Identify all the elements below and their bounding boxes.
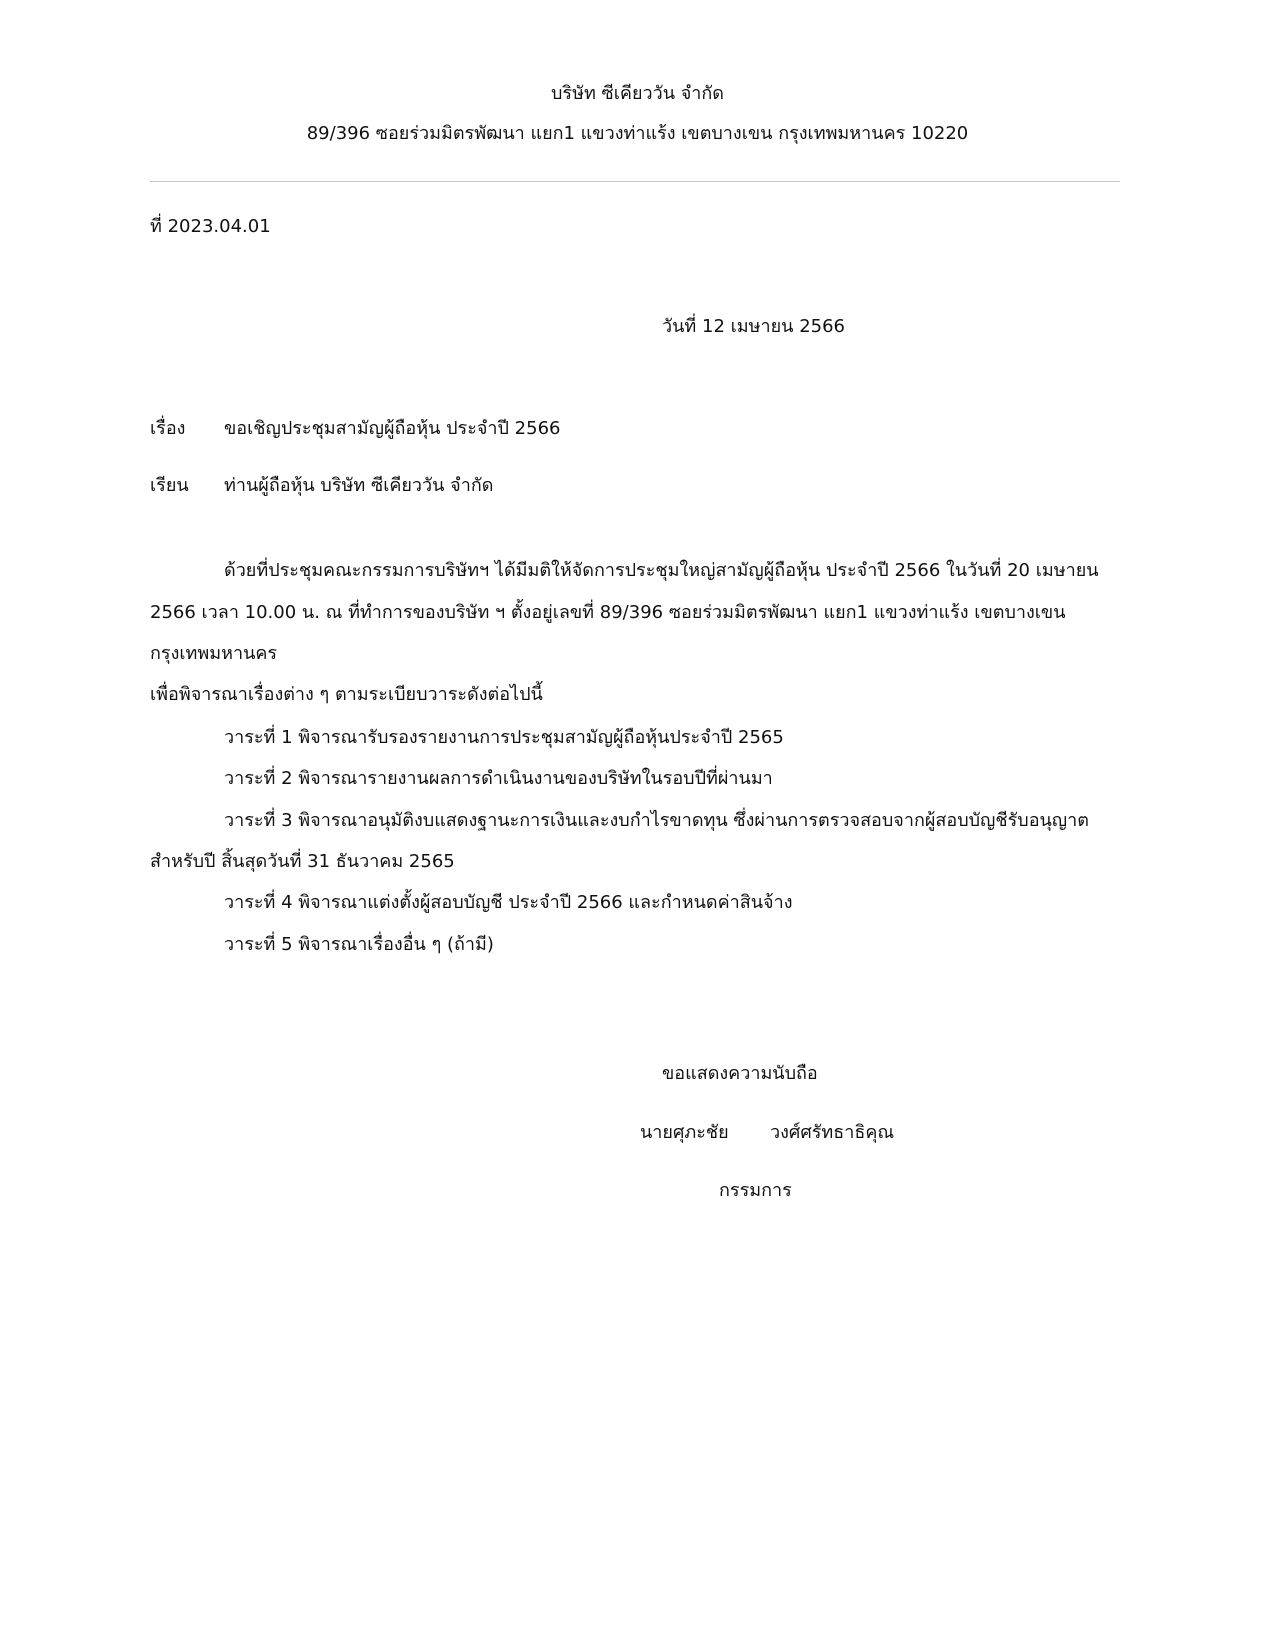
signatory-last-name: วงศ์ศรัทธาธิคุณ [770, 1122, 895, 1143]
signatory-name [0, 1117, 1275, 1143]
subject-text: ขอเชิญประชุมสามัญผู้ถือหุ้น ประจำปี 2566 [224, 418, 561, 439]
company-name: บริษัท ซีเคียววัน จำกัด [551, 83, 724, 104]
signatory-title: กรรมการ [719, 1180, 792, 1201]
agenda-item-5: วาระที่ 5 พิจารณาเรื่องอื่น ๆ (ถ้ามี) [224, 934, 494, 955]
recipient-row [0, 470, 1275, 496]
body-line-1: ด้วยที่ประชุมคณะกรรมการบริษัทฯ ได้มีมติให้จัดการประชุมใหญ่สามัญผู้ถือหุ้น ประจำปี 2566 ในวันที่ 20 เมษายน [224, 560, 1099, 581]
signatory-first-name: นายศุภะชัย [640, 1122, 729, 1143]
reference-number: ที่ 2023.04.01 [150, 216, 271, 237]
header-divider [150, 181, 1120, 182]
body-line-3: กรุงเทพมหานคร [150, 643, 278, 664]
agenda-item-2: วาระที่ 2 พิจารณารายงานผลการดำเนินงานของบริษัทในรอบปีที่ผ่านมา [224, 768, 773, 789]
agenda-item-3: วาระที่ 3 พิจารณาอนุมัติงบแสดงฐานะการเงินและงบกำไรขาดทุน ซึ่งผ่านการตรวจสอบจากผู้สอบบัญชีรับอนุญาต [224, 810, 1089, 831]
agenda-item-3-continued: สำหรับปี สิ้นสุดวันที่ 31 ธันวาคม 2565 [150, 851, 455, 872]
closing-regards: ขอแสดงความนับถือ [662, 1063, 818, 1084]
agenda-item-4: วาระที่ 4 พิจารณาแต่งตั้งผู้สอบบัญชี ประจำปี 2566 และกำหนดค่าสินจ้าง [224, 892, 793, 913]
company-address: 89/396 ซอยร่วมมิตรพัฒนา แยก1 แขวงท่าแร้ง เขตบางเขน กรุงเทพมหานคร 10220 [306, 123, 969, 144]
subject-row [0, 413, 1275, 439]
recipient-text: ท่านผู้ถือหุ้น บริษัท ซีเคียววัน จำกัด [224, 475, 494, 496]
subject-label: เรื่อง [150, 418, 186, 439]
letter-date: วันที่ 12 เมษายน 2566 [662, 316, 845, 337]
body-line-4: เพื่อพิจารณาเรื่องต่าง ๆ ตามระเบียบวาระดังต่อไปนี้ [150, 684, 543, 705]
agenda-item-1: วาระที่ 1 พิจารณารับรองรายงานการประชุมสามัญผู้ถือหุ้นประจำปี 2565 [224, 727, 784, 748]
body-line-2: 2566 เวลา 10.00 น. ณ ที่ทำการของบริษัท ฯ ตั้งอยู่เลขที่ 89/396 ซอยร่วมมิตรพัฒนา แยก1 แขวงท่าแร้ง เขตบางเขน [150, 602, 1066, 623]
recipient-label: เรียน [150, 475, 189, 496]
